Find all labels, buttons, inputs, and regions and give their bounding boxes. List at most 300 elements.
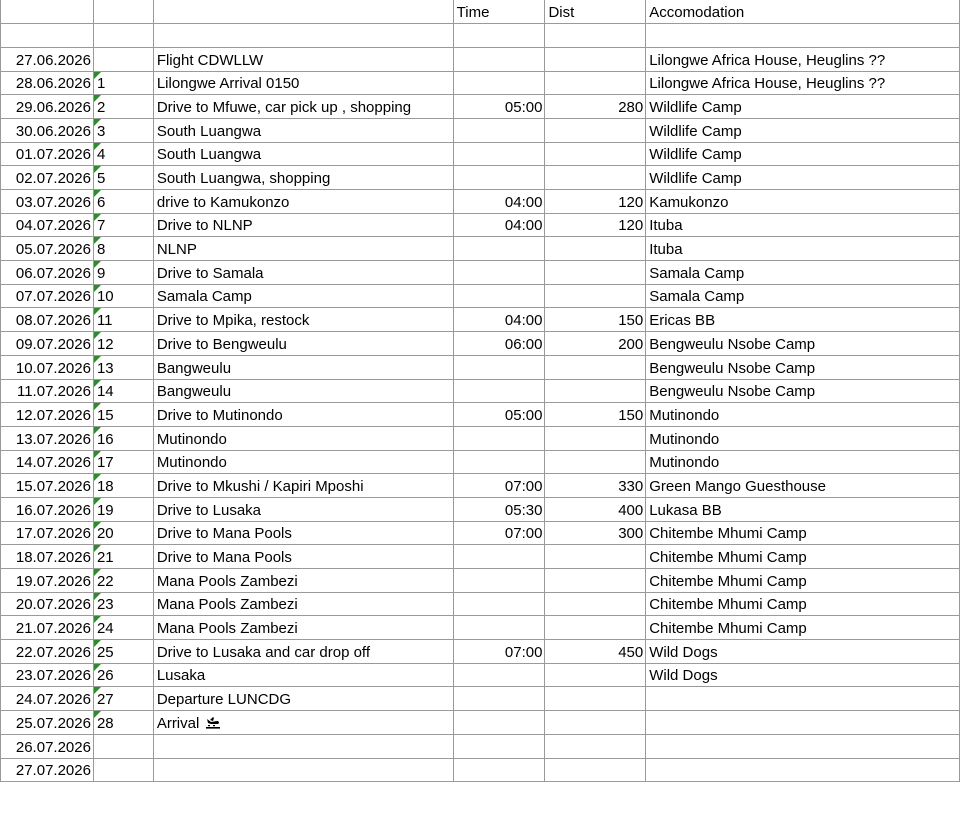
activity-cell[interactable]	[153, 284, 453, 308]
dist-cell[interactable]	[545, 308, 646, 332]
time-cell[interactable]	[453, 616, 545, 640]
date-cell[interactable]	[1, 711, 94, 735]
accommodation-cell[interactable]	[646, 118, 960, 142]
dist-cell[interactable]	[545, 118, 646, 142]
day-cell-text: 1	[96, 75, 106, 93]
accommodation-cell[interactable]	[646, 47, 960, 71]
blank-row	[1, 24, 960, 48]
accommodation-cell[interactable]	[646, 592, 960, 616]
day-cell-text: 11	[96, 312, 113, 330]
dist-cell[interactable]	[545, 450, 646, 474]
header-dist[interactable]: Dist	[545, 0, 646, 24]
accommodation-cell[interactable]	[646, 426, 960, 450]
activity-cell[interactable]	[153, 711, 453, 735]
table-row	[1, 592, 960, 616]
cell[interactable]	[1, 24, 94, 48]
accommodation-cell[interactable]	[646, 308, 960, 332]
activity-cell[interactable]	[153, 497, 453, 521]
dist-cell[interactable]	[545, 711, 646, 735]
dist-cell[interactable]	[545, 47, 646, 71]
dist-cell[interactable]	[545, 71, 646, 95]
dist-cell[interactable]	[545, 569, 646, 593]
header-cell-activity[interactable]	[153, 0, 453, 24]
date-cell-text: 27.06.2026	[15, 51, 91, 69]
accommodation-cell[interactable]	[646, 758, 960, 782]
date-cell[interactable]	[1, 142, 94, 166]
accommodation-cell[interactable]	[646, 545, 960, 569]
date-cell-text: 27.07.2026	[15, 762, 91, 780]
dist-cell[interactable]	[545, 640, 646, 664]
activity-cell-text: South Luangwa	[156, 122, 262, 140]
date-cell-text: 10.07.2026	[15, 359, 91, 377]
activity-cell-text: Drive to Mutinondo	[156, 406, 283, 424]
table-row	[1, 166, 960, 190]
activity-cell[interactable]	[153, 190, 453, 214]
day-cell-text: 2	[96, 98, 106, 116]
accommodation-cell-text: Mutinondo	[649, 430, 720, 448]
activity-cell[interactable]	[153, 261, 453, 285]
date-cell-text: 15.07.2026	[15, 477, 91, 495]
activity-cell-text: Drive to Mkushi / Kapiri Mposhi	[156, 477, 364, 495]
time-cell[interactable]	[453, 284, 545, 308]
table-row	[1, 758, 960, 782]
date-cell[interactable]	[1, 118, 94, 142]
day-cell[interactable]	[93, 190, 153, 214]
table-row	[1, 379, 960, 403]
activity-cell[interactable]	[153, 521, 453, 545]
day-cell[interactable]	[93, 308, 153, 332]
accommodation-cell-text: Samala Camp	[649, 288, 745, 306]
dist-cell[interactable]	[545, 758, 646, 782]
time-cell[interactable]	[453, 332, 545, 356]
dist-cell[interactable]	[545, 190, 646, 214]
table-row	[1, 213, 960, 237]
date-cell[interactable]	[1, 474, 94, 498]
day-cell[interactable]	[93, 545, 153, 569]
day-cell-text: 25	[96, 643, 114, 661]
time-cell[interactable]	[453, 71, 545, 95]
time-cell[interactable]	[453, 569, 545, 593]
header-time[interactable]: Time	[453, 0, 545, 24]
accommodation-cell[interactable]	[646, 497, 960, 521]
day-cell-text: 22	[96, 572, 114, 590]
date-cell[interactable]	[1, 166, 94, 190]
date-cell[interactable]	[1, 663, 94, 687]
activity-cell[interactable]	[153, 616, 453, 640]
date-cell-text: 01.07.2026	[15, 146, 91, 164]
activity-cell-text: Drive to Mana Pools	[156, 549, 292, 566]
activity-cell[interactable]	[153, 213, 453, 237]
accommodation-cell-text: Ituba	[649, 241, 683, 259]
activity-cell[interactable]	[153, 355, 453, 379]
accommodation-cell[interactable]	[646, 734, 960, 758]
time-cell-text: 05:30	[504, 501, 543, 519]
time-cell[interactable]	[453, 237, 545, 261]
day-cell-text: 18	[96, 477, 114, 495]
accommodation-cell-text: Samala Camp	[649, 264, 745, 282]
time-cell-text: 04:00	[504, 217, 543, 235]
date-cell[interactable]	[1, 426, 94, 450]
accommodation-cell[interactable]	[646, 190, 960, 214]
accommodation-cell[interactable]	[646, 663, 960, 687]
activity-cell[interactable]	[153, 663, 453, 687]
date-cell[interactable]	[1, 545, 94, 569]
date-cell-text: 06.07.2026	[15, 264, 91, 282]
date-cell[interactable]	[1, 687, 94, 711]
day-cell-text: 14	[96, 383, 114, 401]
date-cell[interactable]	[1, 640, 94, 664]
table-row	[1, 640, 960, 664]
dist-cell[interactable]	[545, 142, 646, 166]
accommodation-cell-text: Mutinondo	[649, 454, 720, 472]
day-cell[interactable]	[93, 711, 153, 735]
dist-cell-text: 200	[618, 335, 644, 353]
dist-cell[interactable]	[545, 213, 646, 237]
dist-cell[interactable]	[545, 663, 646, 687]
cell[interactable]	[646, 24, 960, 48]
accommodation-cell[interactable]	[646, 450, 960, 474]
table-row	[1, 237, 960, 261]
date-cell-text: 23.07.2026	[15, 667, 91, 685]
time-cell[interactable]	[453, 47, 545, 71]
dist-cell[interactable]	[545, 592, 646, 616]
day-cell[interactable]	[93, 142, 153, 166]
table-row	[1, 142, 960, 166]
activity-cell[interactable]	[153, 379, 453, 403]
day-cell[interactable]	[93, 758, 153, 782]
accommodation-cell[interactable]	[646, 379, 960, 403]
day-cell-text: 6	[96, 193, 106, 211]
activity-cell-text: Drive to Mana Pools	[156, 525, 292, 543]
table-row	[1, 474, 960, 498]
date-cell[interactable]	[1, 284, 94, 308]
time-cell[interactable]	[453, 687, 545, 711]
accommodation-cell[interactable]	[646, 687, 960, 711]
date-cell-text: 13.07.2026	[15, 430, 91, 448]
dist-cell[interactable]	[545, 95, 646, 119]
day-cell[interactable]	[93, 355, 153, 379]
accommodation-cell[interactable]	[646, 261, 960, 285]
date-cell-text: 14.07.2026	[15, 454, 91, 472]
day-cell[interactable]	[93, 521, 153, 545]
dist-cell[interactable]	[545, 687, 646, 711]
date-cell-text: 21.07.2026	[15, 620, 91, 638]
activity-cell-text: Mana Pools Zambezi	[156, 620, 298, 638]
time-cell[interactable]	[453, 711, 545, 735]
accommodation-cell-text: Chitembe Mhumi Camp	[649, 549, 807, 566]
dist-cell[interactable]	[545, 474, 646, 498]
day-cell-text: 21	[96, 549, 114, 566]
date-cell-text: 19.07.2026	[15, 572, 91, 590]
time-cell[interactable]	[453, 474, 545, 498]
dist-cell[interactable]	[545, 284, 646, 308]
activity-cell[interactable]	[153, 142, 453, 166]
accommodation-cell-text: Chitembe Mhumi Camp	[649, 620, 807, 638]
time-cell[interactable]	[453, 355, 545, 379]
accommodation-cell[interactable]	[646, 616, 960, 640]
time-cell[interactable]	[453, 545, 545, 569]
time-cell[interactable]	[453, 450, 545, 474]
date-cell[interactable]	[1, 332, 94, 356]
accommodation-cell[interactable]	[646, 71, 960, 95]
date-cell[interactable]	[1, 190, 94, 214]
day-cell[interactable]	[93, 237, 153, 261]
day-cell[interactable]	[93, 734, 153, 758]
accommodation-cell[interactable]	[646, 569, 960, 593]
accommodation-cell[interactable]	[646, 213, 960, 237]
table-row	[1, 687, 960, 711]
time-cell[interactable]	[453, 758, 545, 782]
dist-cell[interactable]	[545, 497, 646, 521]
accommodation-cell-text: Chitembe Mhumi Camp	[649, 572, 807, 590]
header-accommodation[interactable]: Accomodation	[646, 0, 960, 24]
day-cell-text: 27	[96, 691, 114, 709]
day-cell[interactable]	[93, 497, 153, 521]
date-cell[interactable]	[1, 261, 94, 285]
day-cell[interactable]	[93, 332, 153, 356]
time-cell[interactable]	[453, 190, 545, 214]
day-cell[interactable]	[93, 592, 153, 616]
date-cell-text: 20.07.2026	[15, 596, 91, 614]
accommodation-cell-text: Mutinondo	[649, 406, 720, 424]
accommodation-cell[interactable]	[646, 166, 960, 190]
date-cell-text: 12.07.2026	[15, 406, 91, 424]
activity-cell[interactable]	[153, 474, 453, 498]
time-cell[interactable]	[453, 142, 545, 166]
date-cell[interactable]	[1, 403, 94, 427]
activity-cell[interactable]	[153, 237, 453, 261]
accommodation-cell-text: Green Mango Guesthouse	[649, 477, 826, 495]
table-row	[1, 118, 960, 142]
day-cell[interactable]	[93, 166, 153, 190]
dist-cell[interactable]	[545, 379, 646, 403]
date-cell[interactable]	[1, 213, 94, 237]
header-cell-date[interactable]	[1, 0, 94, 24]
time-cell[interactable]	[453, 95, 545, 119]
dist-cell[interactable]	[545, 545, 646, 569]
time-cell[interactable]	[453, 166, 545, 190]
date-cell[interactable]	[1, 71, 94, 95]
activity-cell[interactable]	[153, 758, 453, 782]
day-cell-text: 20	[96, 525, 114, 543]
accommodation-cell-text: Wild Dogs	[649, 643, 718, 661]
accommodation-cell[interactable]	[646, 332, 960, 356]
date-cell[interactable]	[1, 47, 94, 71]
accommodation-cell[interactable]	[646, 640, 960, 664]
dist-cell[interactable]	[545, 166, 646, 190]
activity-cell-text: Drive to Lusaka and car drop off	[156, 643, 370, 661]
day-cell[interactable]	[93, 379, 153, 403]
accommodation-cell[interactable]	[646, 355, 960, 379]
date-cell-text: 16.07.2026	[15, 501, 91, 519]
date-cell[interactable]	[1, 734, 94, 758]
day-cell[interactable]	[93, 640, 153, 664]
time-cell[interactable]	[453, 497, 545, 521]
dist-cell[interactable]	[545, 403, 646, 427]
accommodation-cell-text: Kamukonzo	[649, 193, 729, 211]
date-cell[interactable]	[1, 355, 94, 379]
activity-cell-text: Arrival	[156, 714, 200, 732]
table-row	[1, 521, 960, 545]
activity-cell-text: Lilongwe Arrival 0150	[156, 75, 300, 93]
cell[interactable]	[453, 24, 545, 48]
cell[interactable]	[545, 24, 646, 48]
date-cell[interactable]	[1, 450, 94, 474]
dist-cell[interactable]	[545, 237, 646, 261]
header-row	[1, 0, 960, 24]
activity-cell[interactable]	[153, 569, 453, 593]
activity-cell[interactable]	[153, 640, 453, 664]
activity-cell-text: Drive to Mpika, restock	[156, 312, 310, 330]
day-cell-text: 10	[96, 288, 114, 306]
table-row	[1, 284, 960, 308]
day-cell[interactable]	[93, 687, 153, 711]
time-cell[interactable]	[453, 426, 545, 450]
time-cell[interactable]	[453, 213, 545, 237]
cell[interactable]	[153, 24, 453, 48]
activity-cell[interactable]	[153, 118, 453, 142]
activity-cell[interactable]	[153, 71, 453, 95]
activity-cell[interactable]	[153, 47, 453, 71]
day-cell[interactable]	[93, 474, 153, 498]
dist-cell[interactable]	[545, 616, 646, 640]
activity-cell-text: Mutinondo	[156, 454, 227, 472]
date-cell-text: 03.07.2026	[15, 193, 91, 211]
accommodation-cell[interactable]	[646, 474, 960, 498]
date-cell[interactable]	[1, 521, 94, 545]
time-cell[interactable]	[453, 521, 545, 545]
dist-cell[interactable]	[545, 734, 646, 758]
time-cell[interactable]	[453, 261, 545, 285]
day-cell-text: 13	[96, 359, 114, 377]
date-cell[interactable]	[1, 758, 94, 782]
day-cell[interactable]	[93, 213, 153, 237]
day-cell[interactable]	[93, 403, 153, 427]
time-cell-text: 04:00	[504, 312, 543, 330]
date-cell-text: 08.07.2026	[15, 312, 91, 330]
time-cell-text: 07:00	[504, 525, 543, 543]
time-cell[interactable]	[453, 308, 545, 332]
accommodation-cell[interactable]	[646, 521, 960, 545]
accommodation-cell[interactable]	[646, 95, 960, 119]
accommodation-cell[interactable]	[646, 711, 960, 735]
time-cell[interactable]	[453, 734, 545, 758]
activity-cell-text: drive to Kamukonzo	[156, 193, 290, 211]
activity-cell[interactable]	[153, 95, 453, 119]
day-cell[interactable]	[93, 71, 153, 95]
dist-cell[interactable]	[545, 521, 646, 545]
accommodation-cell-text: Bengweulu Nsobe Camp	[649, 383, 816, 401]
date-cell[interactable]	[1, 592, 94, 616]
dist-cell[interactable]	[545, 332, 646, 356]
activity-cell-text: South Luangwa, shopping	[156, 170, 331, 187]
activity-cell-text: Departure LUNCDG	[156, 691, 292, 709]
day-cell-text: 5	[96, 170, 106, 187]
date-cell[interactable]	[1, 308, 94, 332]
activity-cell-text: Mutinondo	[156, 430, 227, 448]
accommodation-cell[interactable]	[646, 142, 960, 166]
dist-cell[interactable]	[545, 261, 646, 285]
time-cell[interactable]	[453, 640, 545, 664]
day-cell[interactable]	[93, 569, 153, 593]
date-cell-text: 24.07.2026	[15, 691, 91, 709]
time-cell[interactable]	[453, 118, 545, 142]
activity-cell[interactable]	[153, 166, 453, 190]
date-cell[interactable]	[1, 569, 94, 593]
day-cell-text: 16	[96, 430, 114, 448]
day-cell[interactable]	[93, 284, 153, 308]
activity-cell-text: Mana Pools Zambezi	[156, 596, 298, 614]
time-cell[interactable]	[453, 403, 545, 427]
day-cell[interactable]	[93, 118, 153, 142]
accommodation-cell[interactable]	[646, 284, 960, 308]
table-row	[1, 308, 960, 332]
date-cell[interactable]	[1, 95, 94, 119]
activity-cell[interactable]	[153, 403, 453, 427]
accommodation-cell-text: Chitembe Mhumi Camp	[649, 525, 807, 543]
date-cell-text: 11.07.2026	[16, 383, 91, 401]
date-cell-text: 02.07.2026	[15, 170, 91, 187]
activity-cell[interactable]	[153, 308, 453, 332]
accommodation-cell-text: Bengweulu Nsobe Camp	[649, 359, 816, 377]
day-cell[interactable]	[93, 616, 153, 640]
activity-cell[interactable]	[153, 545, 453, 569]
day-cell[interactable]	[93, 426, 153, 450]
dist-cell[interactable]	[545, 426, 646, 450]
date-cell-text: 30.06.2026	[15, 122, 91, 140]
accommodation-cell-text: Wild Dogs	[649, 667, 718, 685]
date-cell[interactable]	[1, 497, 94, 521]
activity-cell[interactable]	[153, 734, 453, 758]
activity-cell[interactable]	[153, 592, 453, 616]
activity-cell[interactable]	[153, 450, 453, 474]
time-cell[interactable]	[453, 592, 545, 616]
cell[interactable]	[93, 24, 153, 48]
header-cell-day[interactable]	[93, 0, 153, 24]
activity-cell-text: Lusaka	[156, 667, 206, 685]
accommodation-cell-text: Lilongwe Africa House, Heuglins ??	[649, 51, 886, 69]
accommodation-cell[interactable]	[646, 237, 960, 261]
day-cell[interactable]	[93, 261, 153, 285]
activity-cell[interactable]	[153, 687, 453, 711]
accommodation-cell-text: Lukasa BB	[649, 501, 722, 519]
accommodation-cell-text: Ituba	[649, 217, 683, 235]
table-row	[1, 734, 960, 758]
date-cell[interactable]	[1, 616, 94, 640]
accommodation-cell-text: Wildlife Camp	[649, 170, 742, 187]
table-row	[1, 332, 960, 356]
dist-cell[interactable]	[545, 355, 646, 379]
date-cell[interactable]	[1, 237, 94, 261]
activity-cell-text: Bangweulu	[156, 359, 232, 377]
day-cell[interactable]	[93, 450, 153, 474]
activity-cell[interactable]	[153, 426, 453, 450]
day-cell[interactable]	[93, 663, 153, 687]
table-row	[1, 497, 960, 521]
activity-cell[interactable]	[153, 332, 453, 356]
time-cell[interactable]	[453, 379, 545, 403]
activity-cell-text: NLNP	[156, 241, 197, 259]
dist-cell-text: 300	[618, 525, 644, 543]
day-cell[interactable]	[93, 47, 153, 71]
dist-cell-text: 120	[618, 217, 644, 235]
time-cell[interactable]	[453, 663, 545, 687]
date-cell[interactable]	[1, 379, 94, 403]
accommodation-cell[interactable]	[646, 403, 960, 427]
day-cell-text: 19	[96, 501, 114, 519]
date-cell-text: 05.07.2026	[15, 241, 91, 259]
day-cell[interactable]	[93, 95, 153, 119]
